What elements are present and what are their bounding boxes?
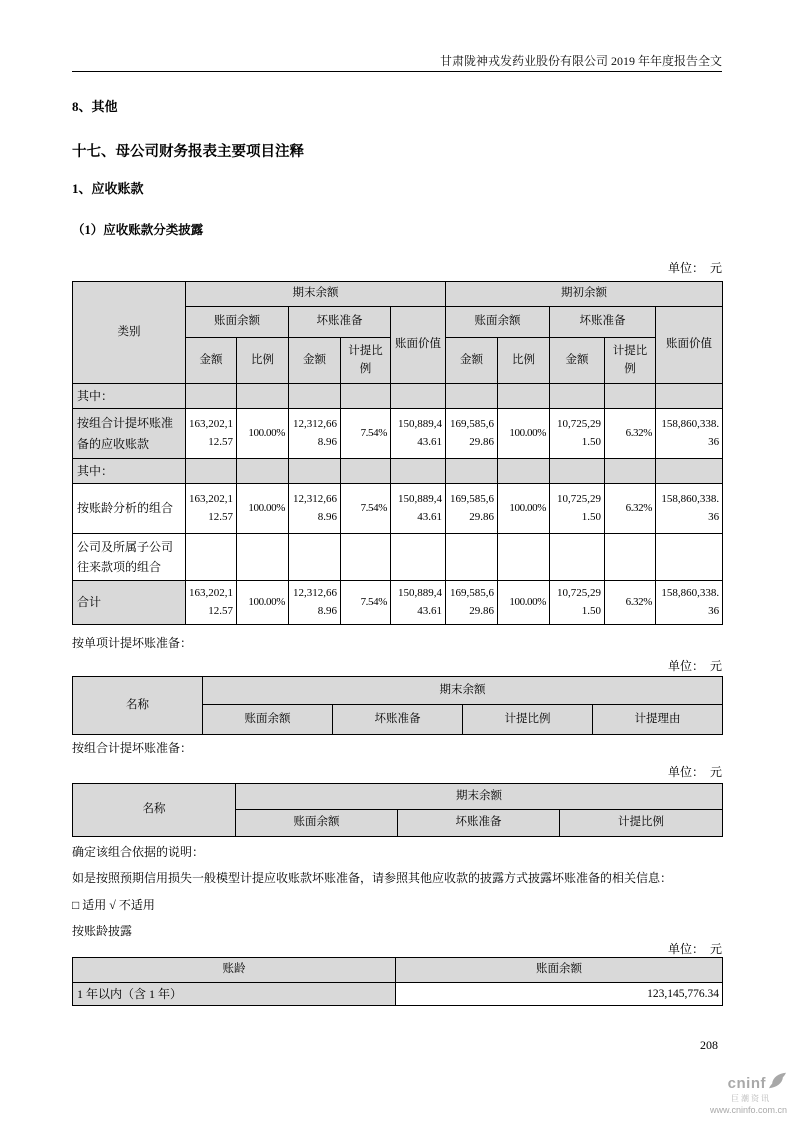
cell-value [289,384,341,409]
cell-value: 163,202,112.57 [186,484,237,534]
cell-value: 158,860,338.36 [656,581,723,625]
cell-value [498,384,550,409]
col-header-name: 名称 [73,677,203,735]
cell-value: 169,585,629.86 [446,581,498,625]
col-header-bad-debt-provision: 坏账准备 [333,705,463,735]
row-label: 其中： [73,384,186,409]
col-header-ending-balance: 期末余额 [236,784,723,810]
col-header-ending-balance: 期末余额 [186,282,446,307]
note-individual-provision: 按单项计提坏账准备： [72,636,193,650]
cell-value: 163,202,112.57 [186,581,237,625]
group-provision-table [72,783,723,837]
cninfo-logo-subtitle: 巨潮资讯 [731,1094,771,1103]
cell-value: 7.54% [341,409,391,459]
col-header-provision-ratio: 计提比例 [560,810,723,837]
cell-value [656,459,723,484]
page-header-title: 甘肃陇神戎发药业股份有限公司 2019 年年度报告全文 [439,54,722,68]
table-row [73,983,723,1006]
cell-value [605,459,656,484]
cell-value: 6.32% [605,581,656,625]
cell-value: 100.00% [237,581,289,625]
cell-value: 158,860,338.36 [656,484,723,534]
table-row [73,409,723,459]
cell-value [391,459,446,484]
col-header-name: 名称 [73,784,236,837]
unit-label: 单位： 元 [667,261,722,275]
cell-value: 12,312,668.96 [289,484,341,534]
cell-value [341,534,391,581]
cell-value [656,384,723,409]
cell-value [237,459,289,484]
cell-value [550,384,605,409]
col-header-bad-debt-provision: 坏账准备 [398,810,560,837]
cell-value: 10,725,291.50 [550,581,605,625]
table-header-row [73,958,723,983]
col-header-book-balance: 账面余额 [446,307,550,338]
heading-section: 十七、母公司财务报表主要项目注释 [72,144,304,160]
cell-value [391,384,446,409]
cell-value: 100.00% [498,484,550,534]
col-header-aging: 账龄 [73,958,396,983]
cell-value: 7.54% [341,581,391,625]
cell-value: 100.00% [237,484,289,534]
cell-value: 100.00% [498,409,550,459]
cell-value: 123,145,776.34 [396,983,723,1006]
cninfo-logo-row [677,1072,787,1094]
unit-label: 单位： 元 [667,659,722,673]
cell-value [186,534,237,581]
cell-value [186,384,237,409]
col-header-amount: 金额 [550,338,605,384]
cell-value [341,384,391,409]
cell-value: 7.54% [341,484,391,534]
cell-value: 169,585,629.86 [446,409,498,459]
table-row [73,484,723,534]
cell-value: 163,202,112.57 [186,409,237,459]
row-label: 合计 [73,581,186,625]
col-header-book-value: 账面价值 [656,307,723,384]
cell-value: 158,860,338.36 [656,409,723,459]
col-header-bad-debt-provision: 坏账准备 [550,307,656,338]
cninfo-logo [677,1072,787,1115]
cell-value [605,534,656,581]
heading-classification: （1）应收账款分类披露 [72,223,204,237]
cell-value: 150,889,443.61 [391,581,446,625]
col-header-provision-reason: 计提理由 [593,705,723,735]
cell-value: 6.32% [605,484,656,534]
col-header-amount: 金额 [186,338,237,384]
col-header-book-value: 账面价值 [391,307,446,384]
cell-value [498,459,550,484]
note-aging-disclosure: 按账龄披露 [72,924,133,938]
note-ecl-model: 如是按照预期信用损失一般模型计提应收账款坏账准备，请参照其他应收款的披露方式披露坏账准备的相关信息： [72,871,673,885]
cell-value [186,459,237,484]
unit-label: 单位： 元 [667,765,722,779]
table-row [73,459,723,484]
cninfo-logo-url: www.cninfo.com.cn [709,1105,787,1115]
row-label: 其中： [73,459,186,484]
col-header-amount: 金额 [289,338,341,384]
cell-value [446,459,498,484]
col-header-book-balance: 账面余额 [203,705,333,735]
note-group-basis: 确定该组合依据的说明： [72,845,205,859]
col-header-book-balance: 账面余额 [236,810,398,837]
cell-value [289,459,341,484]
individual-provision-table [72,676,723,735]
table-total-row [73,581,723,625]
heading-receivables: 1、应收账款 [72,181,144,196]
cell-value [656,534,723,581]
col-header-ratio: 比例 [498,338,550,384]
cell-value [289,534,341,581]
cell-value: 150,889,443.61 [391,484,446,534]
col-header-book-balance: 账面余额 [396,958,723,983]
note-applicable-checkbox: □ 适用 √ 不适用 [72,898,155,912]
row-label: 按组合计提坏账准备的应收账款 [73,409,186,459]
cell-value: 6.32% [605,409,656,459]
cell-value [391,534,446,581]
note-group-provision: 按组合计提坏账准备： [72,741,193,755]
header-rule [72,71,722,72]
cell-value: 100.00% [237,409,289,459]
cell-value [446,384,498,409]
cell-value [341,459,391,484]
cell-value: 150,889,443.61 [391,409,446,459]
cell-value: 100.00% [498,581,550,625]
aging-table [72,957,723,1006]
col-header-provision-ratio: 计提比例 [605,338,656,384]
receivables-classification-table [72,281,723,625]
table-header-row [73,677,723,705]
col-header-provision-ratio: 计提比例 [341,338,391,384]
cninfo-swirl-icon [768,1072,787,1094]
cell-value [237,534,289,581]
heading-other: 8、其他 [72,99,118,114]
col-header-book-balance: 账面余额 [186,307,289,338]
row-label: 公司及所属子公司往来款项的组合 [73,534,186,581]
col-header-ending-balance: 期末余额 [203,677,723,705]
cell-value [498,534,550,581]
page-number: 208 [700,1038,718,1052]
cell-value: 169,585,629.86 [446,484,498,534]
cell-value [550,534,605,581]
unit-label: 单位： 元 [667,942,722,956]
col-header-category: 类别 [73,282,186,384]
cell-value: 12,312,668.96 [289,409,341,459]
table-row [73,534,723,581]
cell-value [237,384,289,409]
cell-value [605,384,656,409]
table-row [73,384,723,409]
col-header-amount: 金额 [446,338,498,384]
cell-value [446,534,498,581]
col-header-bad-debt-provision: 坏账准备 [289,307,391,338]
table-header-row [73,784,723,810]
cell-value: 10,725,291.50 [550,409,605,459]
col-header-ratio: 比例 [237,338,289,384]
cell-value: 10,725,291.50 [550,484,605,534]
col-header-beginning-balance: 期初余额 [446,282,723,307]
col-header-provision-ratio: 计提比例 [463,705,593,735]
row-label: 1 年以内（含 1 年） [73,983,396,1006]
row-label: 按账龄分析的组合 [73,484,186,534]
table-header-row [73,282,723,307]
cell-value: 12,312,668.96 [289,581,341,625]
cninfo-logo-text: cninf [727,1074,766,1092]
cell-value [550,459,605,484]
